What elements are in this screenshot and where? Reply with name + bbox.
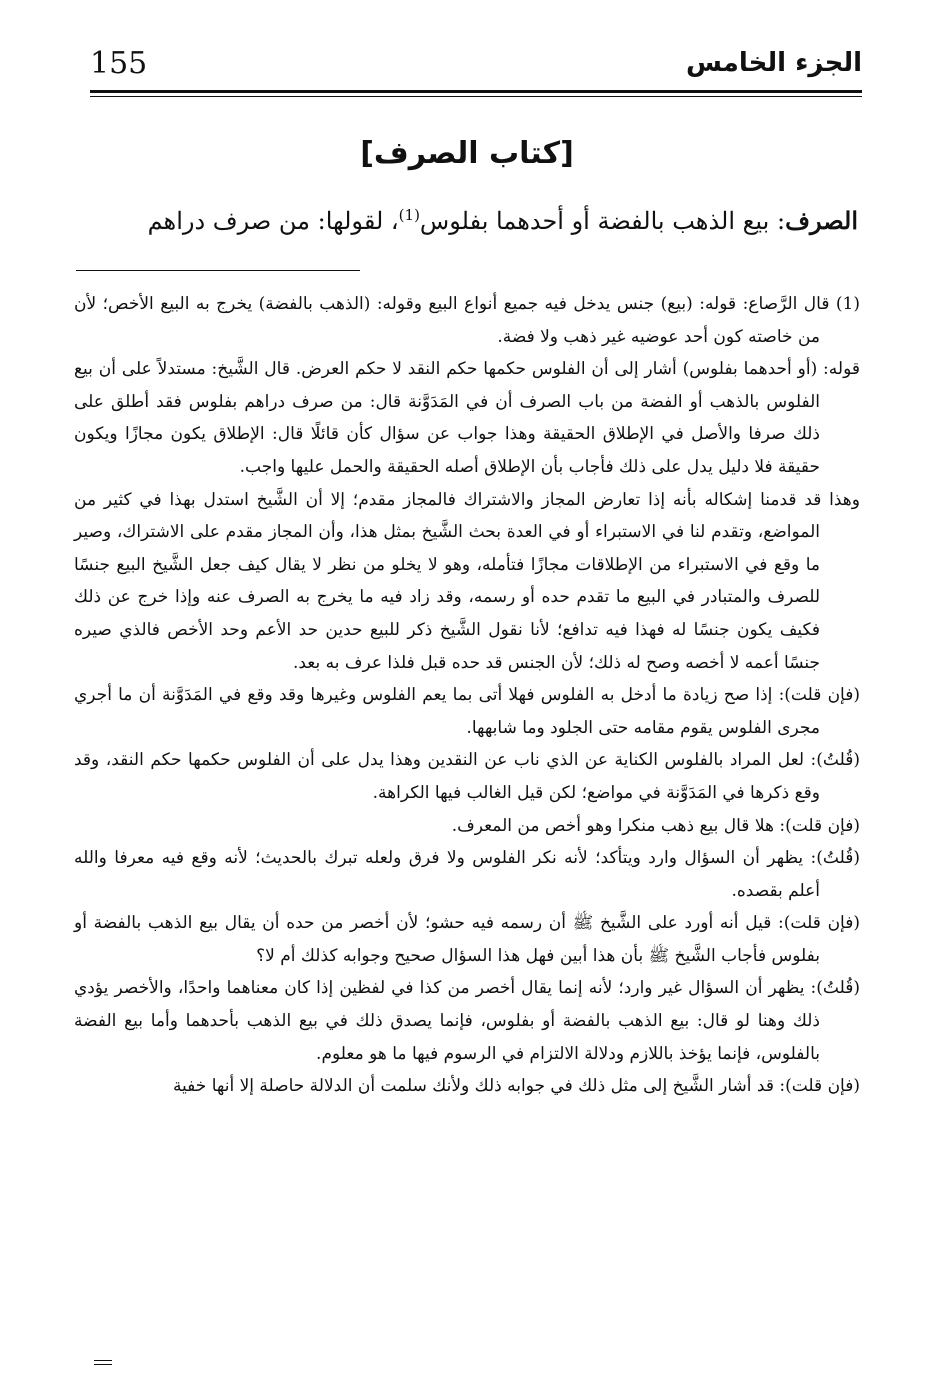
footnote-paragraph: وهذا قد قدمنا إشكاله بأنه إذا تعارض المجاز والاشتراك فالمجاز مقدم؛ إلا أن الشَّيخ استدل بهذا في كثير من المواضع، وتقدم لنا في الاستبراء أو في العدة بحث الشَّيخ بمثل هذا، وأن المجاز مقدم على الاشتراك، وصير ما وقع في الاستبراء من الإطلاقات مجازًا فتأمله، وهو لا يخلو من نظر لا يقال كيف جعل الشَّيخ البيع جنسًا للصرف والمتبادر في البيع ما تقدم حده أو رسمه، وقد زاد فيه ما يخرج به الصرف عنه وإذا خرج عن ذلك فكيف يكون جنسًا له فهذا فيه تدافع؛ لأنا نقول الشَّيخ ذكر للبيع حدين حد الأعم وحد الأخص فالذي صيره جنسًا أعمه لا أخصه وصح له ذلك؛ لأن الجنس قد حده قبل فلذا عرف به بعد. xyxy=(74,489,860,673)
footnote-paragraph: (فإن قلت): قيل أنه أورد على الشَّيخ ﷺ أن رسمه فيه حشو؛ لأن أخصر من حده أن يقال بيع الذهب بالفضة أو بفلوس فأجاب الشَّيخ ﷺ بأن هذا أبين فهل هذا السؤال صحيح وجوابه كذلك أم لا؟ xyxy=(74,913,860,966)
header-rule-thin xyxy=(90,96,862,97)
chapter-title: [كتاب الصرف] xyxy=(360,136,574,171)
footnote-paragraph: (1) قال الرَّصاع: قوله: (بيع) جنس يدخل فيه جميع أنواع البيع وقوله: (الذهب بالفضة) يخرج به البيع الأخص؛ لأن من خاصته كون أحد عوضيه غير ذهب ولا فضة. xyxy=(74,294,860,347)
footnotes xyxy=(74,288,860,1103)
header-rule-thick xyxy=(90,90,862,93)
footnote-separator xyxy=(76,270,360,271)
volume-title: الجزء الخامس xyxy=(686,48,862,78)
continuation-mark xyxy=(94,1360,112,1365)
main-text-continuation: ، لقولها: من صرف دراهم xyxy=(147,207,399,235)
main-text-body: : بيع الذهب بالفضة أو أحدهما بفلوس xyxy=(419,207,786,235)
footnote-paragraph: (فإن قلت): هلا قال بيع ذهب منكرا وهو أخص من المعرف. xyxy=(451,815,860,836)
footnote-paragraph: (قُلتُ): يظهر أن السؤال وارد ويتأكد؛ لأنه نكر الفلوس ولا فرق ولعله تبرك بالحديث؛ لأنه وقع فيه معرفا والله أعلم بقصده. xyxy=(74,848,860,901)
footnote-paragraph: (فإن قلت): قد أشار الشَّيخ إلى مثل ذلك في جوابه ذلك ولأنك سلمت أن الدلالة حاصلة إلا أنها خفية xyxy=(172,1076,860,1097)
footnote-paragraph: (قُلتُ): يظهر أن السؤال غير وارد؛ لأنه إنما يقال أخصر من كذا في لفظين إذا كان معناهما واحدًا، والأخصر يؤدي ذلك وهنا لو قال: بيع الذهب بالفضة أو بفلوس، فإنما يصدق ذلك في بيع الذهب بأحدهما وأما بيع الفضة بالفلوس، فإنما يؤخذ باللازم ودلالة الالتزام في الرسوم فيها ما هو معلوم. xyxy=(74,978,860,1064)
footnote-paragraph: (فإن قلت): إذا صح زيادة ما أدخل به الفلوس فهلا أتى بما يعم الفلوس وغيرها وقد وقع في المَدَوَّنة أن ما أجري مجرى الفلوس يقوم مقامه حتى الجلود وما شابهها. xyxy=(74,685,860,738)
main-text-lead: الصرف xyxy=(785,206,858,235)
main-text xyxy=(76,195,858,241)
footnote-paragraph: (قُلتُ): لعل المراد بالفلوس الكناية عن الذي ناب عن النقدين وهذا يدل على أن الفلوس حكمها حكم النقد، وقد وقع ذكرها في المَدَوَّنة في مواضع؛ لكن قيل الغالب فيها الكراهة. xyxy=(74,750,860,803)
footnote-reference: (1) xyxy=(398,206,420,224)
footnote-paragraph: قوله: (أو أحدهما بفلوس) أشار إلى أن الفلوس حكمها حكم النقد لا حكم العرض. قال الشَّيخ: مستدلاً على أن بيع الفلوس بالذهب أو الفضة من باب الصرف أن في المَدَوَّنة قال: من صرف دراهم بفلوس فقد أطلق على ذلك صرفا والأصل في الإطلاق الحقيقة وهذا جواب عن سؤال كأن قائلًا قال: الإطلاق يكون مجازًا ويكون حقيقة فلا دليل يدل على ذلك فأجاب بأن الإطلاق أصله الحقيقة والحمل عليها واجب. xyxy=(74,359,860,477)
running-header xyxy=(90,40,862,92)
page-number: 155 xyxy=(90,46,148,81)
